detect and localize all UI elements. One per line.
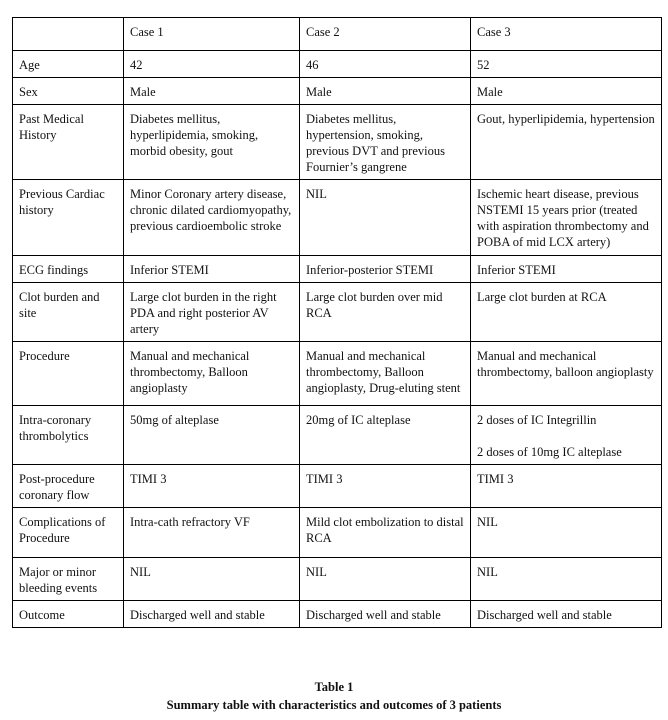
cell-text: NIL [306,565,327,579]
cell-text: Large clot burden in the right PDA and right posterior AV artery [130,290,277,336]
cell-text: Ischemic heart disease, previous NSTEMI 15 years prior (treated with aspiration thrombectomy and POBA of mid LCX artery) [477,187,649,249]
table-cell [124,406,300,465]
table-cell [300,558,471,601]
row-label: Outcome [13,601,124,628]
table-cell [471,508,662,558]
table-cell [300,256,471,283]
table-cell [124,256,300,283]
cell-text: Manual and mechanical thrombectomy, Balloon angioplasty [130,349,250,395]
cell-text: NIL [477,565,498,579]
table-cell [300,78,471,105]
table-cell [124,601,300,628]
row-label: Major or minor bleeding events [13,558,124,601]
row-label: Sex [13,78,124,105]
row-label: Previous Cardiac history [13,180,124,256]
cell-text: 52 [477,58,490,72]
cell-text: 42 [130,58,143,72]
table-row [13,601,662,628]
summary-table [12,17,662,628]
cell-text: Male [306,85,332,99]
header-row [13,18,662,51]
row-label: Procedure [13,342,124,406]
cell-text: Manual and mechanical thrombectomy, balloon angioplasty [477,349,654,379]
table-cell [124,105,300,180]
table-cell [124,283,300,342]
cell-text: TIMI 3 [130,472,167,486]
table-row [13,105,662,180]
table-cell [471,256,662,283]
header-corner-cell [13,18,124,51]
table-row [13,283,662,342]
table-cell [471,601,662,628]
table-cell [124,558,300,601]
table-cell [300,508,471,558]
table-cell [124,465,300,508]
table-cell [471,558,662,601]
cell-text: Inferior-posterior STEMI [306,263,434,277]
table-cell [300,465,471,508]
cell-text: Inferior STEMI [477,263,556,277]
cell-text: TIMI 3 [477,472,514,486]
table-cell [300,342,471,406]
table-cell [471,342,662,406]
table-row [13,508,662,558]
row-label: Post-procedure coronary flow [13,465,124,508]
cell-text: Discharged well and stable [477,608,612,622]
table-cell [300,601,471,628]
table-cell [300,283,471,342]
cell-text: Discharged well and stable [306,608,441,622]
table-cell [300,180,471,256]
cell-text: Manual and mechanical thrombectomy, Balloon angioplasty, Drug-eluting stent [306,349,461,395]
table-cell [124,180,300,256]
table-cell [300,406,471,465]
cell-text: Inferior STEMI [130,263,209,277]
cell-text: Diabetes mellitus, hyperlipidemia, smoking, morbid obesity, gout [130,112,259,158]
table-cell [124,342,300,406]
table-row [13,180,662,256]
table-caption-title: Table 1 [314,680,354,694]
table-cell [471,406,662,465]
cell-text: TIMI 3 [306,472,343,486]
column-header: Case 3 [471,18,662,51]
table-cell [300,105,471,180]
table-cell [471,465,662,508]
table-cell [471,180,662,256]
table-row [13,558,662,601]
cell-text: Large clot burden at RCA [477,290,607,304]
cell-text: Mild clot embolization to distal RCA [306,515,464,545]
row-label: ECG findings [13,256,124,283]
column-header: Case 1 [124,18,300,51]
cell-text: NIL [477,515,498,529]
cell-text: 2 doses of IC Integrillin [477,413,597,427]
cell-text: 46 [306,58,319,72]
cell-text: NIL [306,187,327,201]
row-label: Intra-coronary thrombolytics [13,406,124,465]
cell-text: 50mg of alteplase [130,413,219,427]
table-cell [471,78,662,105]
table-cell [124,508,300,558]
cell-text: Diabetes mellitus, hypertension, smoking, previous DVT and previous Fournier’s gangrene [306,112,445,174]
cell-text: Gout, hyperlipidemia, hypertension [477,112,655,126]
table-cell [471,105,662,180]
cell-text: 2 doses of 10mg IC alteplase [477,445,622,459]
table-cell [124,51,300,78]
row-label: Complications of Procedure [13,508,124,558]
table-cell [471,283,662,342]
row-label: Past Medical History [13,105,124,180]
table-row [13,465,662,508]
row-label: Clot burden and site [13,283,124,342]
cell-text: 20mg of IC alteplase [306,413,411,427]
table-cell [300,51,471,78]
row-label: Age [13,51,124,78]
table-row [13,256,662,283]
table-row [13,51,662,78]
cell-text: Large clot burden over mid RCA [306,290,443,320]
table-row [13,78,662,105]
table-caption-subtitle: Summary table with characteristics and outcomes of 3 patients [166,698,502,712]
cell-text: Intra-cath refractory VF [130,515,250,529]
cell-text: Minor Coronary artery disease, chronic dilated cardiomyopathy, previous cardioembolic stroke [130,187,292,233]
cell-text: Discharged well and stable [130,608,265,622]
table-cell [471,51,662,78]
cell-text: NIL [130,565,151,579]
cell-text: Male [477,85,503,99]
column-header: Case 2 [300,18,471,51]
cell-text: Male [130,85,156,99]
table-row [13,406,662,465]
table-row [13,342,662,406]
table-cell [124,78,300,105]
